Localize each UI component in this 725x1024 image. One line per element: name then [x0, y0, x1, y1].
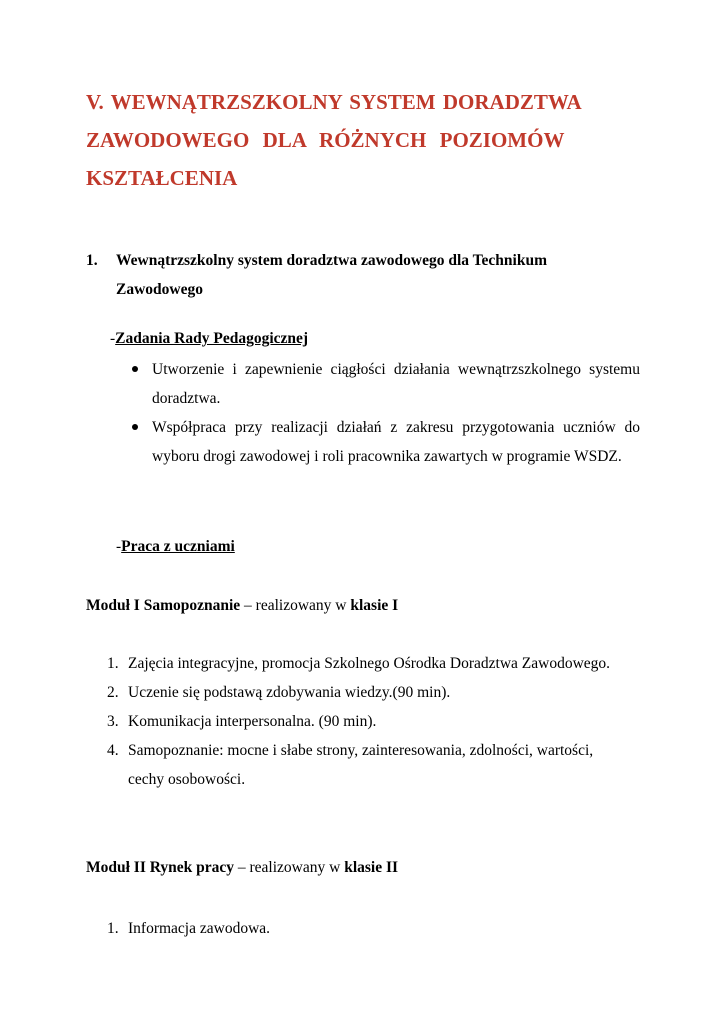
module-1-heading: [86, 596, 398, 616]
zadania-subheading: [110, 330, 308, 348]
list-item: Utworzenie i zapewnienie ciągłości działania wewnątrzszkolnego systemu doradztwa.: [132, 355, 640, 413]
module-2-heading: [86, 858, 398, 878]
praca-heading: Praca z uczniami: [121, 538, 235, 555]
module-middle: – realizowany w: [234, 859, 345, 876]
list-item: 1. Zajęcia integracyjne, promocja Szkolnego Ośrodka Doradztwa Zawodowego.: [107, 655, 611, 672]
list-item: Współpraca przy realizacji działań z zakresu przygotowania uczniów do wyboru drogi zawodowej i roli pracownika zawartych w programie WSDZ.: [132, 413, 640, 471]
title-line-3: KSZTAŁCENIA: [86, 166, 238, 190]
praca-subheading: [116, 538, 235, 556]
module-middle: – realizowany w: [240, 597, 351, 614]
list-item: 1. Informacja zawodowa.: [107, 920, 271, 937]
zadania-list: [132, 355, 640, 471]
module-label: Moduł II Rynek pracy: [86, 859, 235, 876]
list-item: 2. Uczenie się podstawą zdobywania wiedzy.(90 min).: [107, 684, 451, 701]
module-1-list: [107, 649, 627, 794]
list-item: 4. Samopoznanie: mocne i słabe strony, zainteresowania, zdolności, wartości, cechy osobowości.: [107, 742, 594, 788]
module-label: Moduł I Samopoznanie: [86, 597, 241, 614]
module-2-list: [107, 914, 627, 943]
section-number: 1.: [86, 252, 98, 269]
zadania-heading: Zadania Rady Pedagogicznej: [115, 330, 309, 347]
document-title: [86, 83, 646, 197]
section-heading-line-1: Wewnątrzszkolny system doradztwa zawodowego dla Technikum: [116, 252, 548, 269]
dash: -: [116, 538, 122, 555]
module-klasa: klasie II: [344, 859, 399, 876]
title-line-1: V. WEWNĄTRZSZKOLNY SYSTEM DORADZTWA: [86, 90, 582, 114]
module-klasa: klasie I: [350, 597, 399, 614]
dash: -: [110, 330, 116, 347]
list-item: 3. Komunikacja interpersonalna. (90 min).: [107, 713, 377, 730]
title-line-2: ZAWODOWEGO DLA RÓŻNYCH POZIOMÓW: [86, 128, 565, 152]
section-1-heading: [86, 246, 646, 306]
section-heading-line-2: Zawodowego: [116, 281, 203, 298]
